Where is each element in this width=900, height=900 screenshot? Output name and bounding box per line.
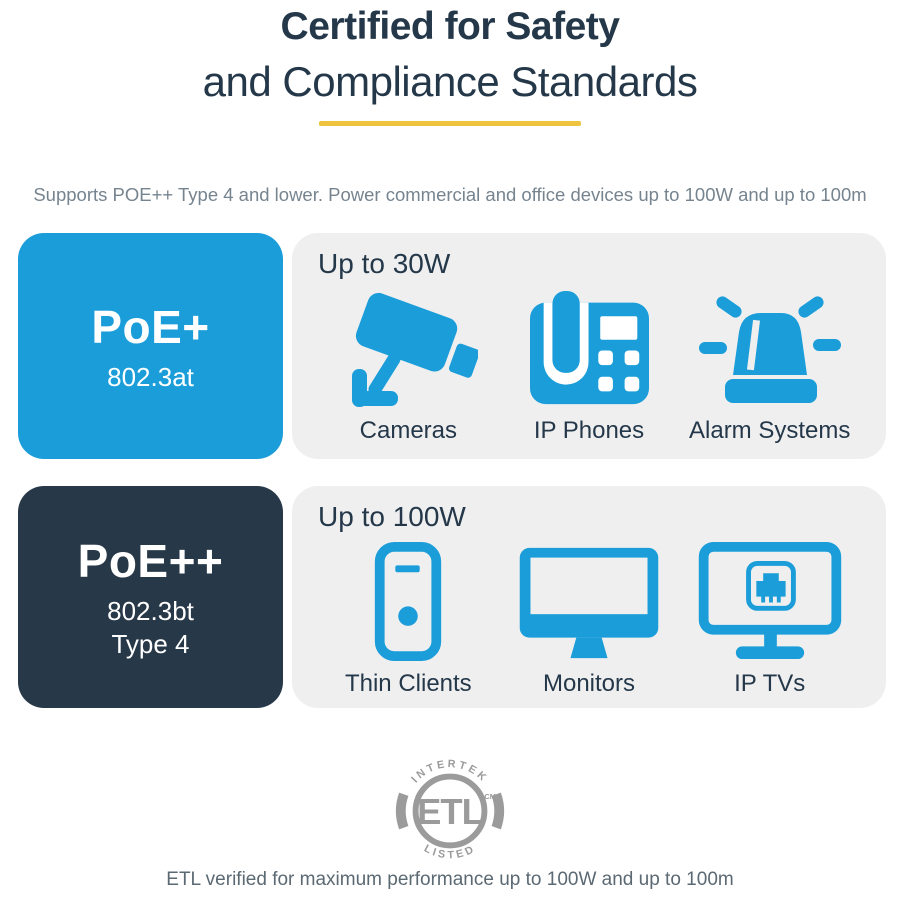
thin-client-icon <box>373 542 443 661</box>
ip-tv-icon <box>695 542 845 661</box>
title-line-1: Certified for Safety <box>280 5 620 48</box>
security-camera-icon <box>338 287 478 409</box>
monitor-icon <box>514 542 664 661</box>
poe-plus-plus-devices <box>318 540 860 698</box>
page-title <box>0 5 900 106</box>
device-label: Cameras <box>359 417 458 444</box>
device-label: Alarm Systems <box>689 417 851 444</box>
poe-plus-plus-title: PoE++ <box>77 535 224 587</box>
poe-plus-panel <box>292 233 886 459</box>
device-thin-clients <box>318 540 499 698</box>
poe-plus-row <box>18 233 886 459</box>
alarm-siren-icon <box>695 287 845 409</box>
poe-plus-plus-wattage: Up to 100W <box>318 501 466 532</box>
logo-ring-top-text: INTERTEK <box>409 758 491 786</box>
device-alarm-systems <box>679 287 860 445</box>
device-cameras <box>318 287 499 445</box>
poe-plus-devices <box>318 287 860 445</box>
poe-plus-badge <box>18 233 283 459</box>
ip-phone-icon <box>526 289 653 408</box>
device-label: Monitors <box>542 670 636 697</box>
device-label: IP TVs <box>734 670 806 697</box>
device-monitors <box>499 540 680 698</box>
poe-plus-standard: 802.3at <box>107 361 194 392</box>
subtitle: Supports POE++ Type 4 and lower. Power commercial and office devices up to 100W and up to 100m <box>33 184 867 205</box>
title-underline <box>319 121 581 126</box>
device-ip-tvs <box>679 540 860 698</box>
logo-cm-mark: CM <box>484 792 496 802</box>
device-ip-phones <box>499 287 680 445</box>
header <box>0 0 900 126</box>
footer-note: ETL verified for maximum performance up to 100W and up to 100m <box>166 869 734 890</box>
device-label: IP Phones <box>533 417 645 444</box>
svg-text:INTERTEK <box>409 758 490 785</box>
poe-plus-plus-type: Type 4 <box>111 629 190 659</box>
poe-plus-plus-standard: 802.3bt <box>107 596 194 626</box>
device-label: Thin Clients <box>344 670 472 697</box>
poe-plus-wattage: Up to 30W <box>318 248 451 279</box>
poe-plus-plus-row <box>18 486 886 708</box>
poe-plus-title: PoE+ <box>91 300 210 353</box>
etl-intertek-listed-logo <box>386 750 514 868</box>
logo-etl-text: ETL <box>417 790 483 832</box>
title-line-2: and Compliance Standards <box>202 58 698 105</box>
logo-ring-bottom-text: LISTED <box>421 842 479 862</box>
poe-plus-plus-panel <box>292 486 886 708</box>
poe-plus-plus-badge <box>18 486 283 708</box>
